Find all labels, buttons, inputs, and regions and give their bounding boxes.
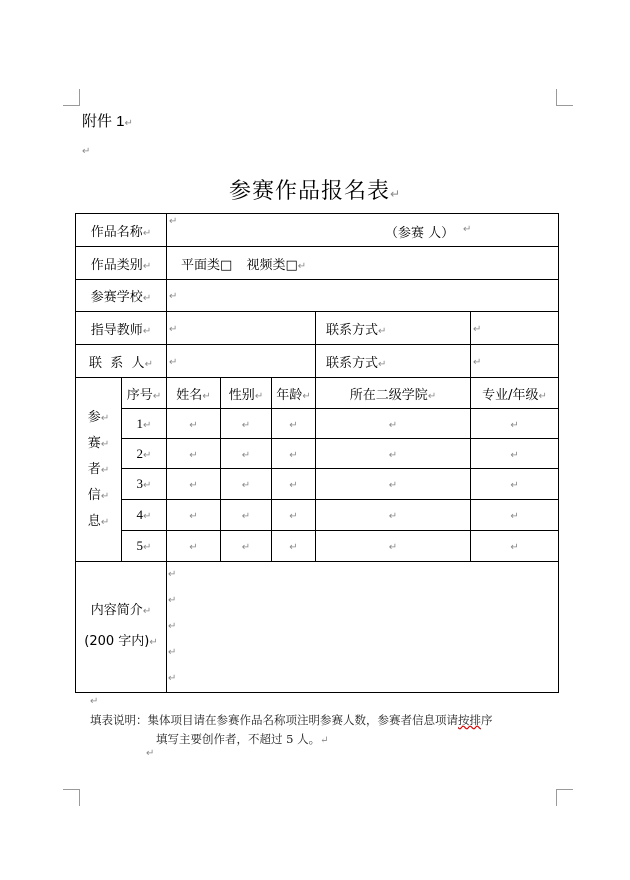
column-header-name: 姓名↵ <box>167 378 221 409</box>
college-cell[interactable]: ↵ <box>316 469 471 500</box>
table-row <box>76 531 559 562</box>
age-cell[interactable]: ↵ <box>272 469 316 500</box>
column-header-index: 序号↵ <box>122 378 167 409</box>
row-index: 3↵ <box>122 469 167 500</box>
row-index: 4↵ <box>122 500 167 531</box>
gender-cell[interactable]: ↵ <box>221 531 272 562</box>
contact-person-label: 联 系 人↵ <box>76 345 167 378</box>
name-cell[interactable]: ↵ <box>167 439 221 469</box>
teacher-label: 指导教师↵ <box>76 312 167 345</box>
college-cell[interactable]: ↵ <box>316 500 471 531</box>
paragraph-mark-icon: ↵ <box>146 748 155 759</box>
contact-person-contact-field[interactable]: ↵ <box>471 345 559 378</box>
name-cell[interactable]: ↵ <box>167 500 221 531</box>
column-header-college: 所在二级学院↵ <box>316 378 471 409</box>
name-cell[interactable]: ↵ <box>167 469 221 500</box>
gender-cell[interactable]: ↵ <box>221 469 272 500</box>
age-cell[interactable]: ↵ <box>272 409 316 439</box>
table-row <box>76 469 559 500</box>
paragraph-mark-icon: ↵ <box>82 146 91 157</box>
participant-info-label: 参↵ 赛↵ 者↵ 信↵ 息↵ <box>76 378 122 562</box>
column-header-major-grade: 专业/年级↵ <box>471 378 559 409</box>
category-option-print[interactable]: 平面类□ <box>181 257 233 273</box>
name-cell[interactable]: ↵ <box>167 531 221 562</box>
table-row <box>76 500 559 531</box>
summary-label: 内容简介↵ (200 字内)↵ <box>76 562 167 693</box>
category-option-video[interactable]: 视频类□ <box>246 257 298 273</box>
major-grade-cell[interactable]: ↵ <box>471 531 559 562</box>
crop-mark-top-left <box>63 89 80 106</box>
page-title: 参赛作品报名表↵ <box>228 179 402 204</box>
age-cell[interactable]: ↵ <box>272 500 316 531</box>
annex-label: 附件 1↵ <box>82 113 133 130</box>
gender-cell[interactable]: ↵ <box>221 500 272 531</box>
column-header-age: 年龄↵ <box>272 378 316 409</box>
registration-form-table <box>75 213 559 693</box>
school-label: 参赛学校↵ <box>76 280 167 312</box>
paragraph-mark-icon: ↵ <box>124 118 133 129</box>
paragraph-mark-icon: ↵ <box>389 187 402 201</box>
row-index: 1↵ <box>122 409 167 439</box>
college-cell[interactable]: ↵ <box>316 439 471 469</box>
crop-mark-top-right <box>556 89 573 106</box>
row-index: 5↵ <box>122 531 167 562</box>
summary-field[interactable]: ↵ ↵ ↵ ↵ ↵ <box>167 562 559 693</box>
row-index: 2↵ <box>122 439 167 469</box>
column-header-gender: 性别↵ <box>221 378 272 409</box>
name-cell[interactable]: ↵ <box>167 409 221 439</box>
college-cell[interactable]: ↵ <box>316 531 471 562</box>
age-cell[interactable]: ↵ <box>272 439 316 469</box>
work-name-label: 作品名称↵ <box>76 214 167 247</box>
teacher-contact-field[interactable]: ↵ <box>471 312 559 345</box>
participants-hint: （参赛 人） <box>385 226 455 241</box>
crop-mark-bottom-left <box>63 789 80 806</box>
work-name-field[interactable]: ↵ （参赛 人） ↵ <box>167 214 559 247</box>
contact-person-contact-label: 联系方式↵ <box>316 345 471 378</box>
major-grade-cell[interactable]: ↵ <box>471 500 559 531</box>
category-label: 作品类别↵ <box>76 247 167 280</box>
college-cell[interactable]: ↵ <box>316 409 471 439</box>
crop-mark-bottom-right <box>556 789 573 806</box>
age-cell[interactable]: ↵ <box>272 531 316 562</box>
school-field[interactable]: ↵ <box>167 280 559 312</box>
table-row <box>76 439 559 469</box>
major-grade-cell[interactable]: ↵ <box>471 439 559 469</box>
gender-cell[interactable]: ↵ <box>221 409 272 439</box>
gender-cell[interactable]: ↵ <box>221 439 272 469</box>
table-row <box>76 409 559 439</box>
paragraph-mark-icon: ↵ <box>90 696 99 707</box>
category-field[interactable]: 平面类□ 视频类□↵ <box>167 247 559 280</box>
teacher-contact-label: 联系方式↵ <box>316 312 471 345</box>
major-grade-cell[interactable]: ↵ <box>471 469 559 500</box>
major-grade-cell[interactable]: ↵ <box>471 409 559 439</box>
teacher-field[interactable]: ↵ <box>167 312 316 345</box>
contact-person-field[interactable]: ↵ <box>167 345 316 378</box>
fill-instructions: 填表说明：集体项目请在参赛作品名称项注明参赛人数，参赛者信息项请按排序 填写主要创作者，不超过 5 人。↵ <box>90 713 493 746</box>
